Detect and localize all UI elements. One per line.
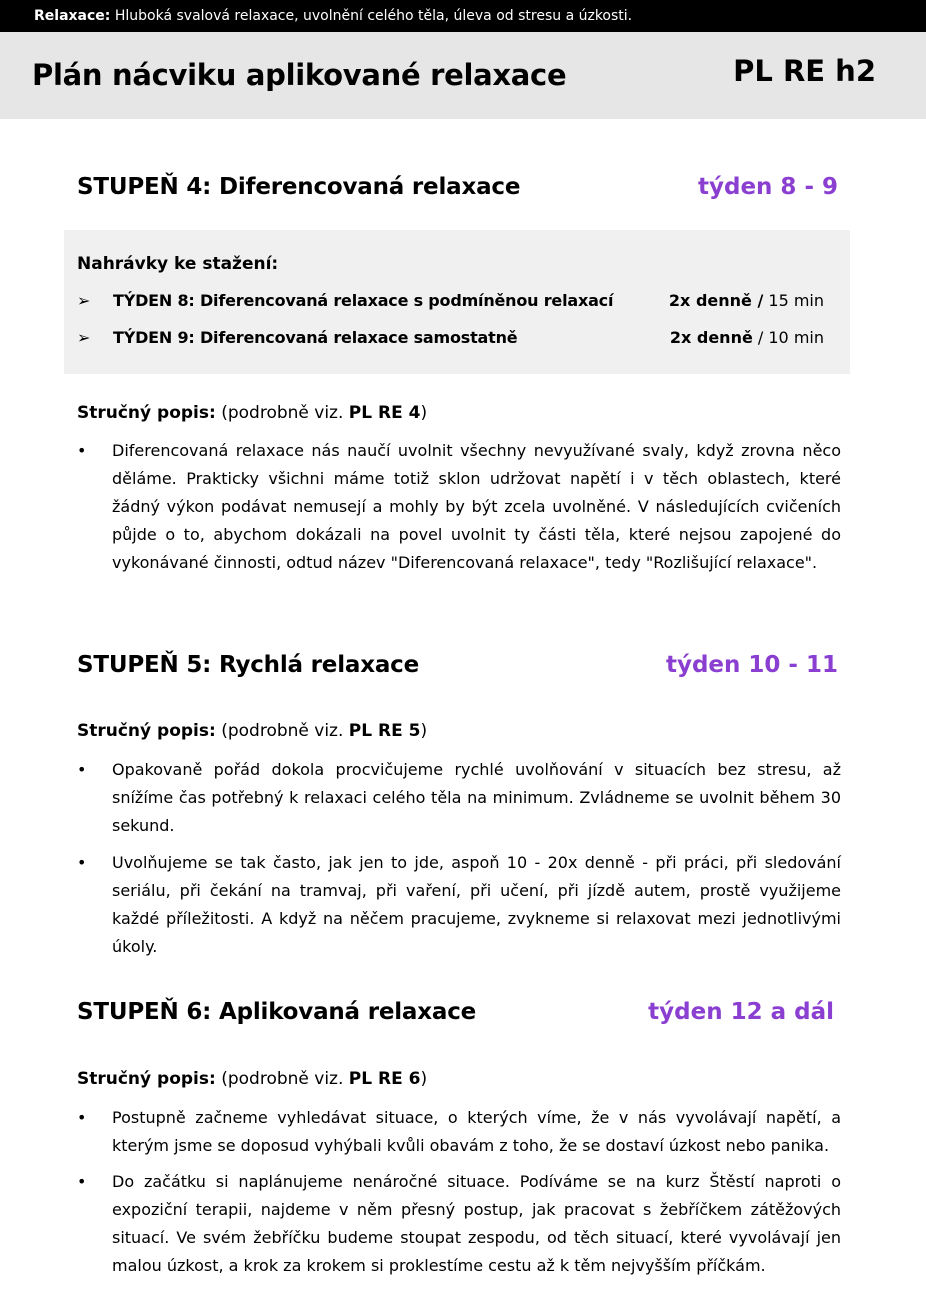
recording-frequency (669, 291, 824, 310)
stage-5-bullet (77, 849, 841, 961)
recording-duration: / 10 min (752, 328, 824, 347)
stage-4-heading: STUPEŇ 4: Diferencovaná relaxace (77, 174, 521, 200)
bullet-dot-icon: • (77, 441, 87, 460)
bullet-text: Postupně začneme vyhledávat situace, o kterých víme, že v nás vyvolávají napětí, a kterým jsme se doposud vyhýbali kvůli obavám z toho, že se dostaví úzkost nebo panika. (112, 1108, 841, 1155)
recording-duration: 15 min (763, 291, 824, 310)
recording-name: TÝDEN 8: Diferencovaná relaxace s podmíněnou relaxací (113, 291, 614, 310)
topbar-label: Relaxace: (34, 8, 111, 24)
desc-ref-post: ) (420, 403, 428, 423)
stage-6-bullet (77, 1168, 841, 1280)
recording-freq-bold: 2x denně / (668, 291, 764, 310)
desc-label-bold: Stručný popis: (77, 721, 216, 741)
stage-6-heading: STUPEŇ 6: Aplikovaná relaxace (77, 999, 477, 1025)
desc-ref-pre: (podrobně viz. (215, 721, 349, 741)
stage-4-bullet (77, 437, 841, 577)
stage-5-bullet (77, 756, 841, 840)
bullet-dot-icon: • (77, 760, 87, 779)
bullet-dot-icon: • (77, 1108, 87, 1127)
desc-ref-code: PL RE 6 (348, 1069, 421, 1089)
stage-6-bullet (77, 1104, 841, 1160)
document-code: PL RE h2 (733, 54, 876, 88)
stage-6-week: týden 12 a dál (648, 999, 834, 1025)
stage-5-heading: STUPEŇ 5: Rychlá relaxace (77, 652, 419, 678)
bullet-dot-icon: • (77, 1172, 87, 1191)
desc-ref-post: ) (420, 721, 428, 741)
desc-ref-pre: (podrobně viz. (215, 1069, 349, 1089)
recording-item[interactable] (77, 291, 837, 315)
bullet-text: Do začátku si naplánujeme nenáročné situace. Podíváme se na kurz Štěstí naproti o expoziční terapii, najdeme v něm přesný postup, jak pracovat s žebříčkem zátěžových situací. Ve svém žebříčku budeme stoupat zespodu, od těch situací, které vyvolávají jen malou úzkost, a krok za krokem si proklestíme cestu až k těm nejvyšším příčkám. (112, 1172, 841, 1275)
stage-4-week: týden 8 - 9 (698, 174, 838, 200)
desc-ref-code: PL RE 5 (348, 721, 421, 741)
recording-name: TÝDEN 9: Diferencovaná relaxace samostatně (113, 328, 518, 347)
desc-label-bold: Stručný popis: (77, 403, 216, 423)
desc-ref-pre: (podrobně viz. (215, 403, 349, 423)
stage-5-week: týden 10 - 11 (665, 652, 838, 678)
bullet-dot-icon: • (77, 853, 87, 872)
stage-6-description-label (77, 1069, 427, 1089)
stage-5-description-label (77, 721, 427, 741)
top-banner (0, 0, 926, 32)
recordings-box (64, 230, 850, 374)
bullet-text: Opakovaně pořád dokola procvičujeme rychlé uvolňování v situacích bez stresu, až snížíme čas potřebný k relaxaci celého těla na minimum. Zvládneme se uvolnit během 30 sekund. (112, 760, 841, 835)
stage-4-description-label (77, 403, 427, 423)
page-header (0, 32, 926, 119)
recording-frequency (670, 328, 824, 347)
arrow-bullet-icon: ➢ (77, 328, 91, 347)
desc-label-bold: Stručný popis: (77, 1069, 216, 1089)
desc-ref-code: PL RE 4 (348, 403, 421, 423)
bullet-text: Uvolňujeme se tak často, jak jen to jde, aspoň 10 - 20x denně - při práci, při sledování seriálu, při čekání na tramvaj, při vaření, při učení, při jízdě autem, prostě využijeme každé příležitosti. A když na něčem pracujeme, zvykneme si relaxovat mezi jednotlivými úkoly. (112, 853, 841, 956)
page-title: Plán nácviku aplikované relaxace (32, 58, 567, 92)
recording-freq-bold: 2x denně (669, 328, 753, 347)
bullet-text: Diferencovaná relaxace nás naučí uvolnit všechny nevyužívané svaly, když zrovna něco děláme. Prakticky všichni máme totiž sklon udržovat napětí i v těch oblastech, které žádný výkon podávat nemusejí a mohly by být zcela uvolněné. V následujících cvičeních půjde o to, abychom dokázali na povel uvolnit ty části těla, které nejsou zapojené do vykonávané činnosti, odtud název "Diferencovaná relaxace", tedy "Rozlišující relaxace". (112, 441, 841, 572)
desc-ref-post: ) (420, 1069, 428, 1089)
topbar-text: Hluboká svalová relaxace, uvolnění celého těla, úleva od stresu a úzkosti. (110, 8, 633, 24)
arrow-bullet-icon: ➢ (77, 291, 91, 310)
recordings-title: Nahrávky ke stažení: (77, 254, 279, 274)
recording-item[interactable] (77, 328, 837, 352)
